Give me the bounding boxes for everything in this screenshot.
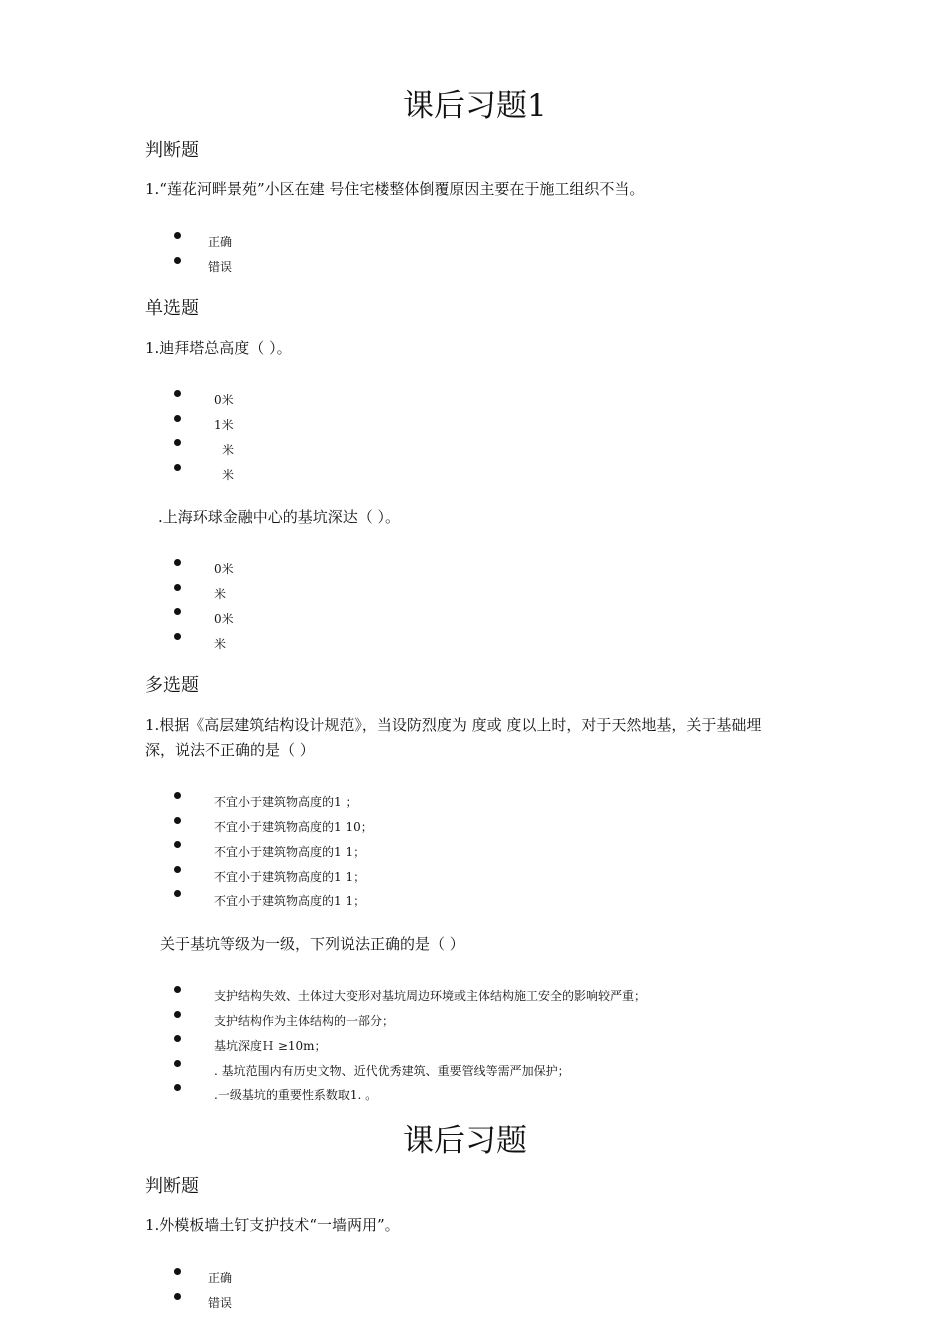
option-label: . 基坑范围内有历史文物、近代优秀建筑、重要管线等需严加保护； [214,1064,570,1078]
bullet-icon [174,232,181,239]
bullet-icon [174,1268,181,1275]
bullet-icon [174,1011,181,1018]
section-heading-single-choice: 单选题 [145,298,199,319]
bullet-icon [174,559,181,566]
question-text-continued: 深，说法不正确的是（ ） [145,741,315,759]
option-label: 基坑深度Ｈ ≥10m； [214,1039,327,1053]
question-text: 1.根据《高层建筑结构设计规范》，当设防烈度为 度或 度以上时，对于天然地基，关于基础埋 [145,716,762,734]
option-label: 错误 [208,1296,233,1310]
bullet-icon [174,792,181,799]
bullet-icon [174,608,181,615]
option-label: 0米 [214,393,234,407]
option-label: 0米 [214,612,234,626]
bullet-icon [174,415,181,422]
bullet-icon [174,257,181,264]
page-title-2: 课后习题 [403,1123,527,1159]
option-label: 不宜小于建筑物高度的1 1； [214,845,366,859]
bullet-icon [174,866,181,873]
question-text: 关于基坑等级为一级，下列说法正确的是（ ） [160,935,465,953]
bullet-icon [174,986,181,993]
bullet-icon [174,890,181,897]
section-heading-true-false: 判断题 [145,1176,199,1197]
bullet-icon [174,439,181,446]
option-label: 米 [214,637,227,651]
option-label: 错误 [208,260,233,274]
question-text: 1.迪拜塔总高度（ ）。 [145,339,292,357]
page-title: 课后习题1 [403,88,547,124]
option-label: 不宜小于建筑物高度的1 1； [214,870,366,884]
option-label: 不宜小于建筑物高度的1 ； [214,795,358,809]
option-label: 正确 [208,235,233,249]
option-label: 1米 [214,418,234,432]
option-label: 支护结构失效、土体过大变形对基坑周边环境或主体结构施工安全的影响较严重； [214,989,647,1003]
option-label: 支护结构作为主体结构的一部分； [214,1014,395,1028]
option-label: 米 [222,443,235,457]
section-heading-true-false: 判断题 [145,140,199,161]
option-label: 正确 [208,1271,233,1285]
question-text: 1.外模板墙土钉支护技术“一墙两用”。 [145,1216,400,1234]
bullet-icon [174,1060,181,1067]
bullet-icon [174,1035,181,1042]
bullet-icon [174,633,181,640]
option-label: 0米 [214,562,234,576]
option-label: 米 [214,587,227,601]
bullet-icon [174,464,181,471]
bullet-icon [174,841,181,848]
option-label: 不宜小于建筑物高度的1 10； [214,820,373,834]
bullet-icon [174,390,181,397]
question-text: .上海环球金融中心的基坑深达（ ）。 [158,508,401,526]
bullet-icon [174,817,181,824]
section-heading-multiple-choice: 多选题 [145,675,199,696]
bullet-icon [174,1084,181,1091]
option-label: 米 [222,468,235,482]
question-text: 1.“莲花河畔景苑”小区在建 号住宅楼整体倒覆原因主要在于施工组织不当。 [145,180,645,198]
option-label: .一级基坑的重要性系数取1. 。 [214,1088,378,1102]
option-label: 不宜小于建筑物高度的1 1； [214,894,366,908]
bullet-icon [174,584,181,591]
bullet-icon [174,1293,181,1300]
